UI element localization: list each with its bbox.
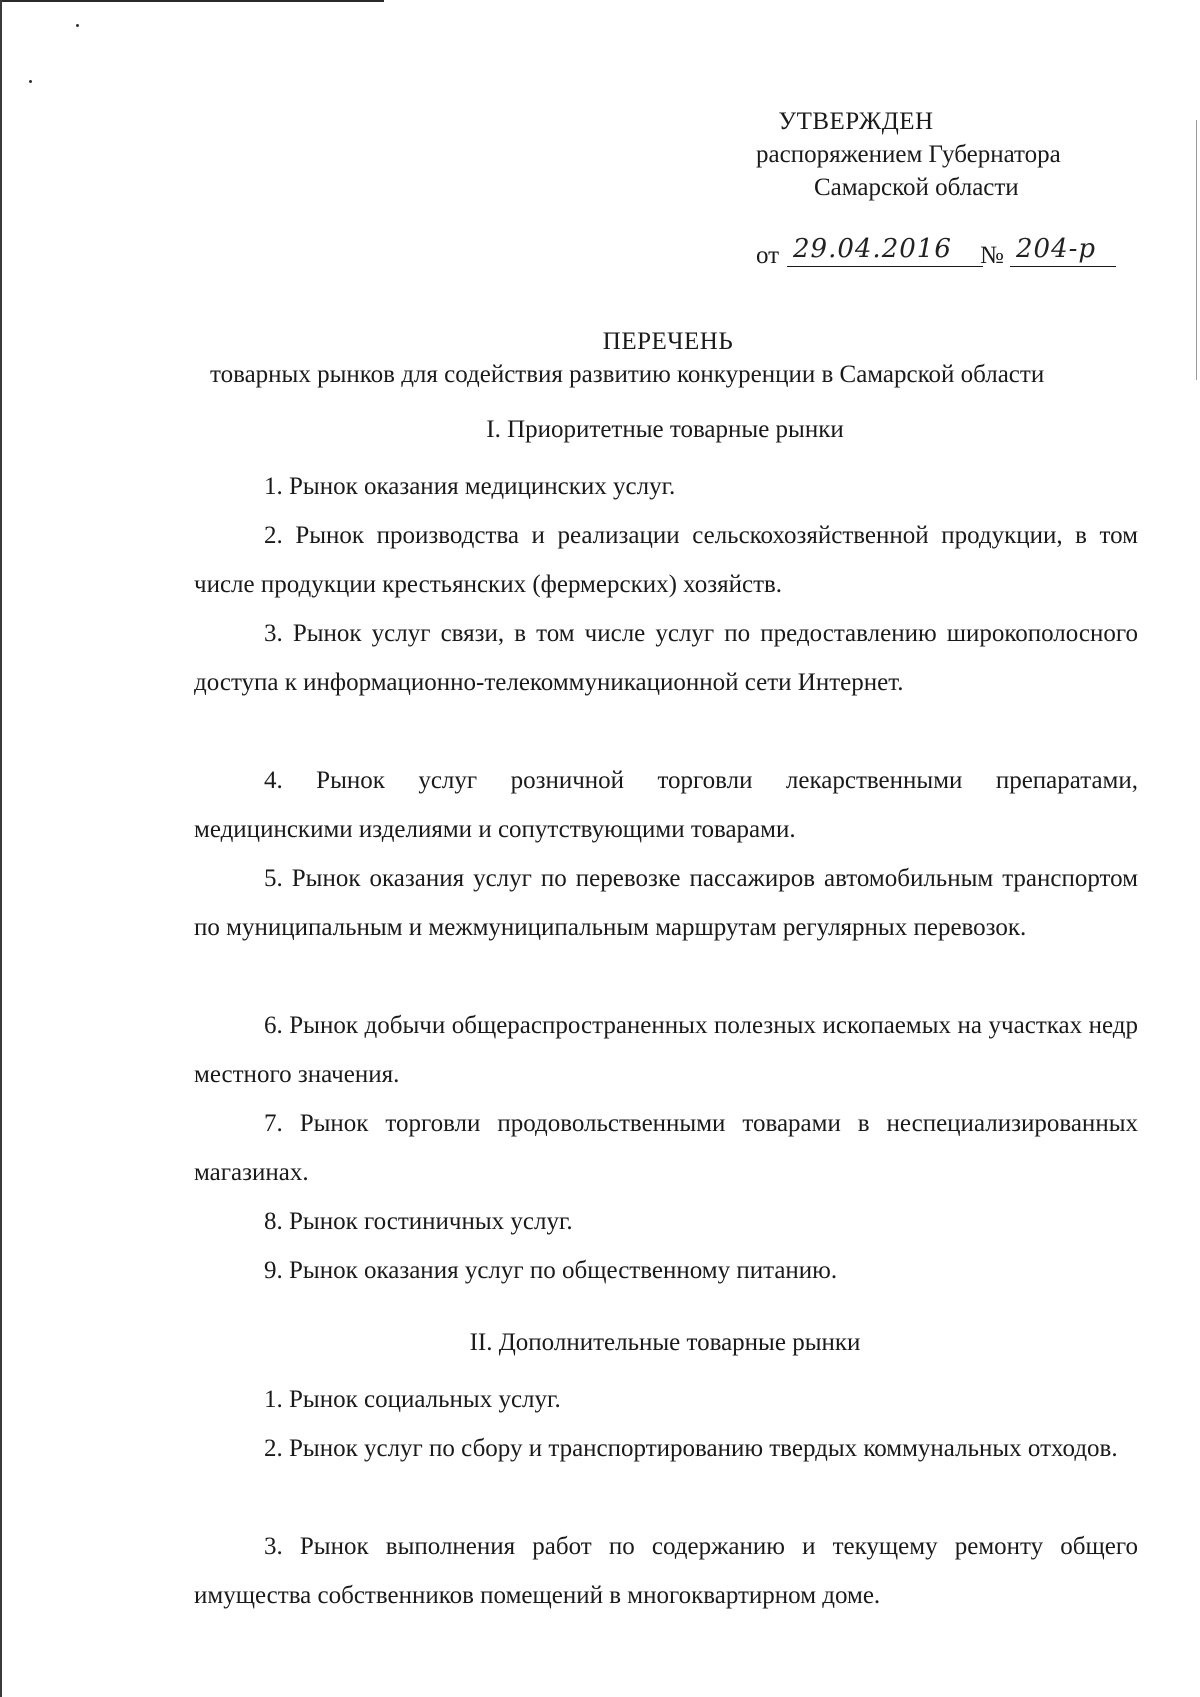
scan-speck bbox=[29, 80, 32, 83]
section-heading-additional: II. Дополнительные товарные рынки bbox=[469, 1329, 861, 1356]
handwritten-date: 29.04.2016 bbox=[787, 236, 983, 267]
approval-issuer: распоряжением Губернатора bbox=[756, 141, 1061, 168]
list-item: 7. Рынок торговли продовольственными товарами в неспециализированных магазинах. bbox=[194, 1110, 1138, 1186]
approval-title: УТВЕРЖДЕН bbox=[778, 108, 934, 135]
list-item: 3. Рынок услуг связи, в том числе услуг по предоставлению широкополосного доступа к информационно-телекоммуникационной сети Интернет. bbox=[194, 620, 1138, 696]
approval-region: Самарской области bbox=[814, 174, 1019, 201]
list-item: 3. Рынок выполнения работ по содержанию и текущему ремонту общего имущества собственников помещений в многоквартирном доме. bbox=[194, 1533, 1138, 1609]
list-item: 2. Рынок услуг по сбору и транспортированию твердых коммунальных отходов. bbox=[264, 1435, 1118, 1462]
number-sign: № bbox=[980, 242, 1004, 269]
list-item: 9. Рынок оказания услуг по общественному питанию. bbox=[264, 1257, 838, 1284]
document-subtitle: товарных рынков для содействия развитию конкуренции в Самарской области bbox=[210, 361, 1045, 388]
list-item: 5. Рынок оказания услуг по перевозке пассажиров автомобильным транспортом по муниципальным и межмуниципальным маршрутам регулярных перевозок. bbox=[194, 865, 1138, 941]
list-item: 8. Рынок гостиничных услуг. bbox=[264, 1208, 573, 1235]
list-item: 2. Рынок производства и реализации сельскохозяйственной продукции, в том числе продукции крестьянских (фермерских) хозяйств. bbox=[194, 522, 1138, 598]
scan-edge-top bbox=[0, 0, 384, 2]
date-prefix: от bbox=[756, 242, 780, 269]
list-item: 4. Рынок услуг розничной торговли лекарственными препаратами, медицинскими изделиями и сопутствующими товарами. bbox=[194, 767, 1138, 843]
list-item: 1. Рынок оказания медицинских услуг. bbox=[264, 473, 676, 500]
section-heading-priority: I. Приоритетные товарные рынки bbox=[486, 416, 844, 443]
document-title: ПЕРЕЧЕНЬ bbox=[602, 328, 734, 355]
list-item: 1. Рынок социальных услуг. bbox=[264, 1386, 561, 1413]
order-reference bbox=[756, 236, 1116, 276]
scan-speck bbox=[76, 24, 79, 27]
scan-edge-left bbox=[0, 0, 2, 1697]
handwritten-number: 204-р bbox=[1010, 236, 1116, 267]
list-item: 6. Рынок добычи общераспространенных полезных ископаемых на участках недр местного значения. bbox=[194, 1012, 1138, 1088]
